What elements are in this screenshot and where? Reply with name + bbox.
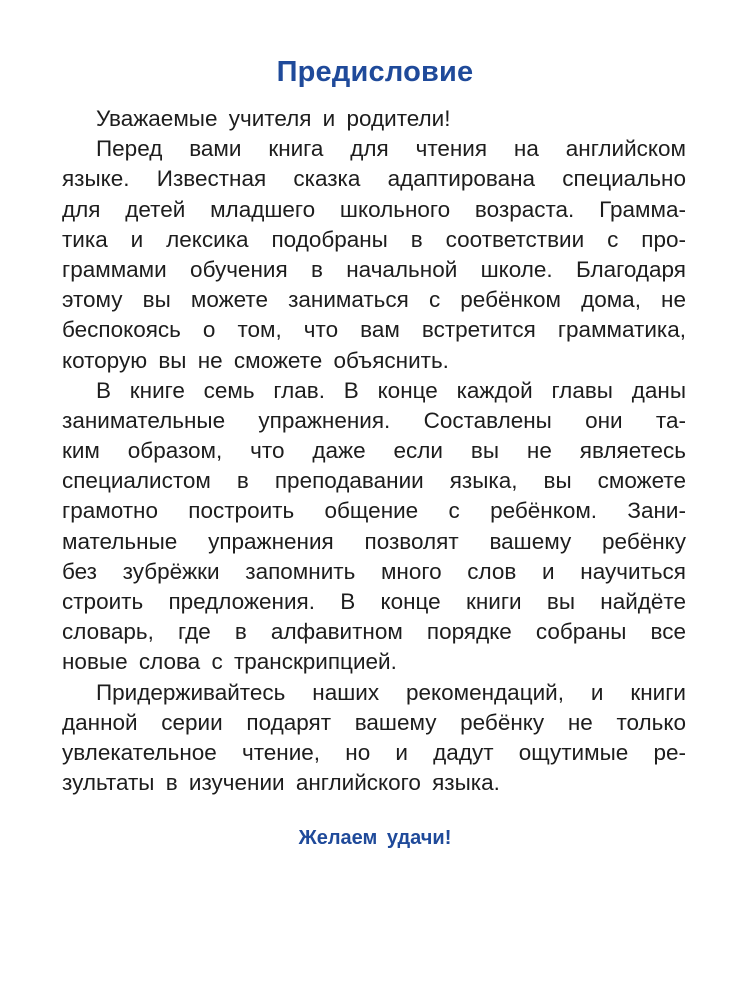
closing-wish: Желаем удачи! — [298, 827, 452, 849]
paragraph-2 — [62, 376, 686, 678]
paragraph-line: увлекательное чтение, но и дадут ощутимые ре- — [62, 739, 686, 765]
paragraph-line: грамотно построить общение с ребёнком. Зани- — [62, 498, 686, 524]
greeting-line: Уважаемые учителя и родители! — [96, 106, 451, 131]
paragraph-line: зультаты в изучении английского языка. — [62, 770, 500, 796]
paragraph-line: специалистом в преподавании языка, вы сможете — [62, 468, 686, 494]
paragraph-line: беспокоясь о том, что вам встретится грамматика, — [62, 317, 686, 343]
paragraph-line: мательные упражнения позволят вашему ребёнку — [62, 528, 686, 554]
paragraph-line: граммами обучения в начальной школе. Благодаря — [62, 256, 686, 282]
paragraph-line: данной серии подарят вашему ребёнку не только — [62, 709, 686, 735]
paragraph-line: без зубрёжки запомнить много слов и научиться — [62, 558, 686, 584]
paragraph-3 — [62, 678, 686, 799]
paragraph-line: которую вы не сможете объяснить. — [62, 347, 449, 373]
paragraph-line: языке. Известная сказка адаптирована специально — [62, 166, 686, 192]
paragraph-line: Перед вами книга для чтения на английском — [96, 136, 686, 162]
paragraph-line: словарь, где в алфавитном порядке собраны все — [62, 619, 686, 645]
paragraph-line: новые слова с транскрипцией. — [62, 649, 397, 675]
paragraph-line: ким образом, что даже если вы не являетесь — [62, 438, 686, 464]
page-title: Предисловие — [276, 56, 474, 88]
paragraph-line: этому вы можете заниматься с ребёнком дома, не — [62, 287, 686, 313]
paragraph-line: тика и лексика подобраны в соответствии с про- — [62, 226, 686, 252]
paragraph-1 — [62, 134, 686, 376]
paragraph-line: занимательные упражнения. Составлены они та- — [62, 407, 686, 433]
paragraph-line: строить предложения. В конце книги вы найдёте — [62, 589, 686, 614]
paragraph-line: для детей младшего школьного возраста. Грамма- — [62, 196, 686, 222]
paragraph-line: В книге семь глав. В конце каждой главы даны — [96, 377, 686, 403]
paragraph-line: Придерживайтесь наших рекомендаций, и книги — [96, 679, 686, 705]
preface-body — [62, 104, 686, 798]
